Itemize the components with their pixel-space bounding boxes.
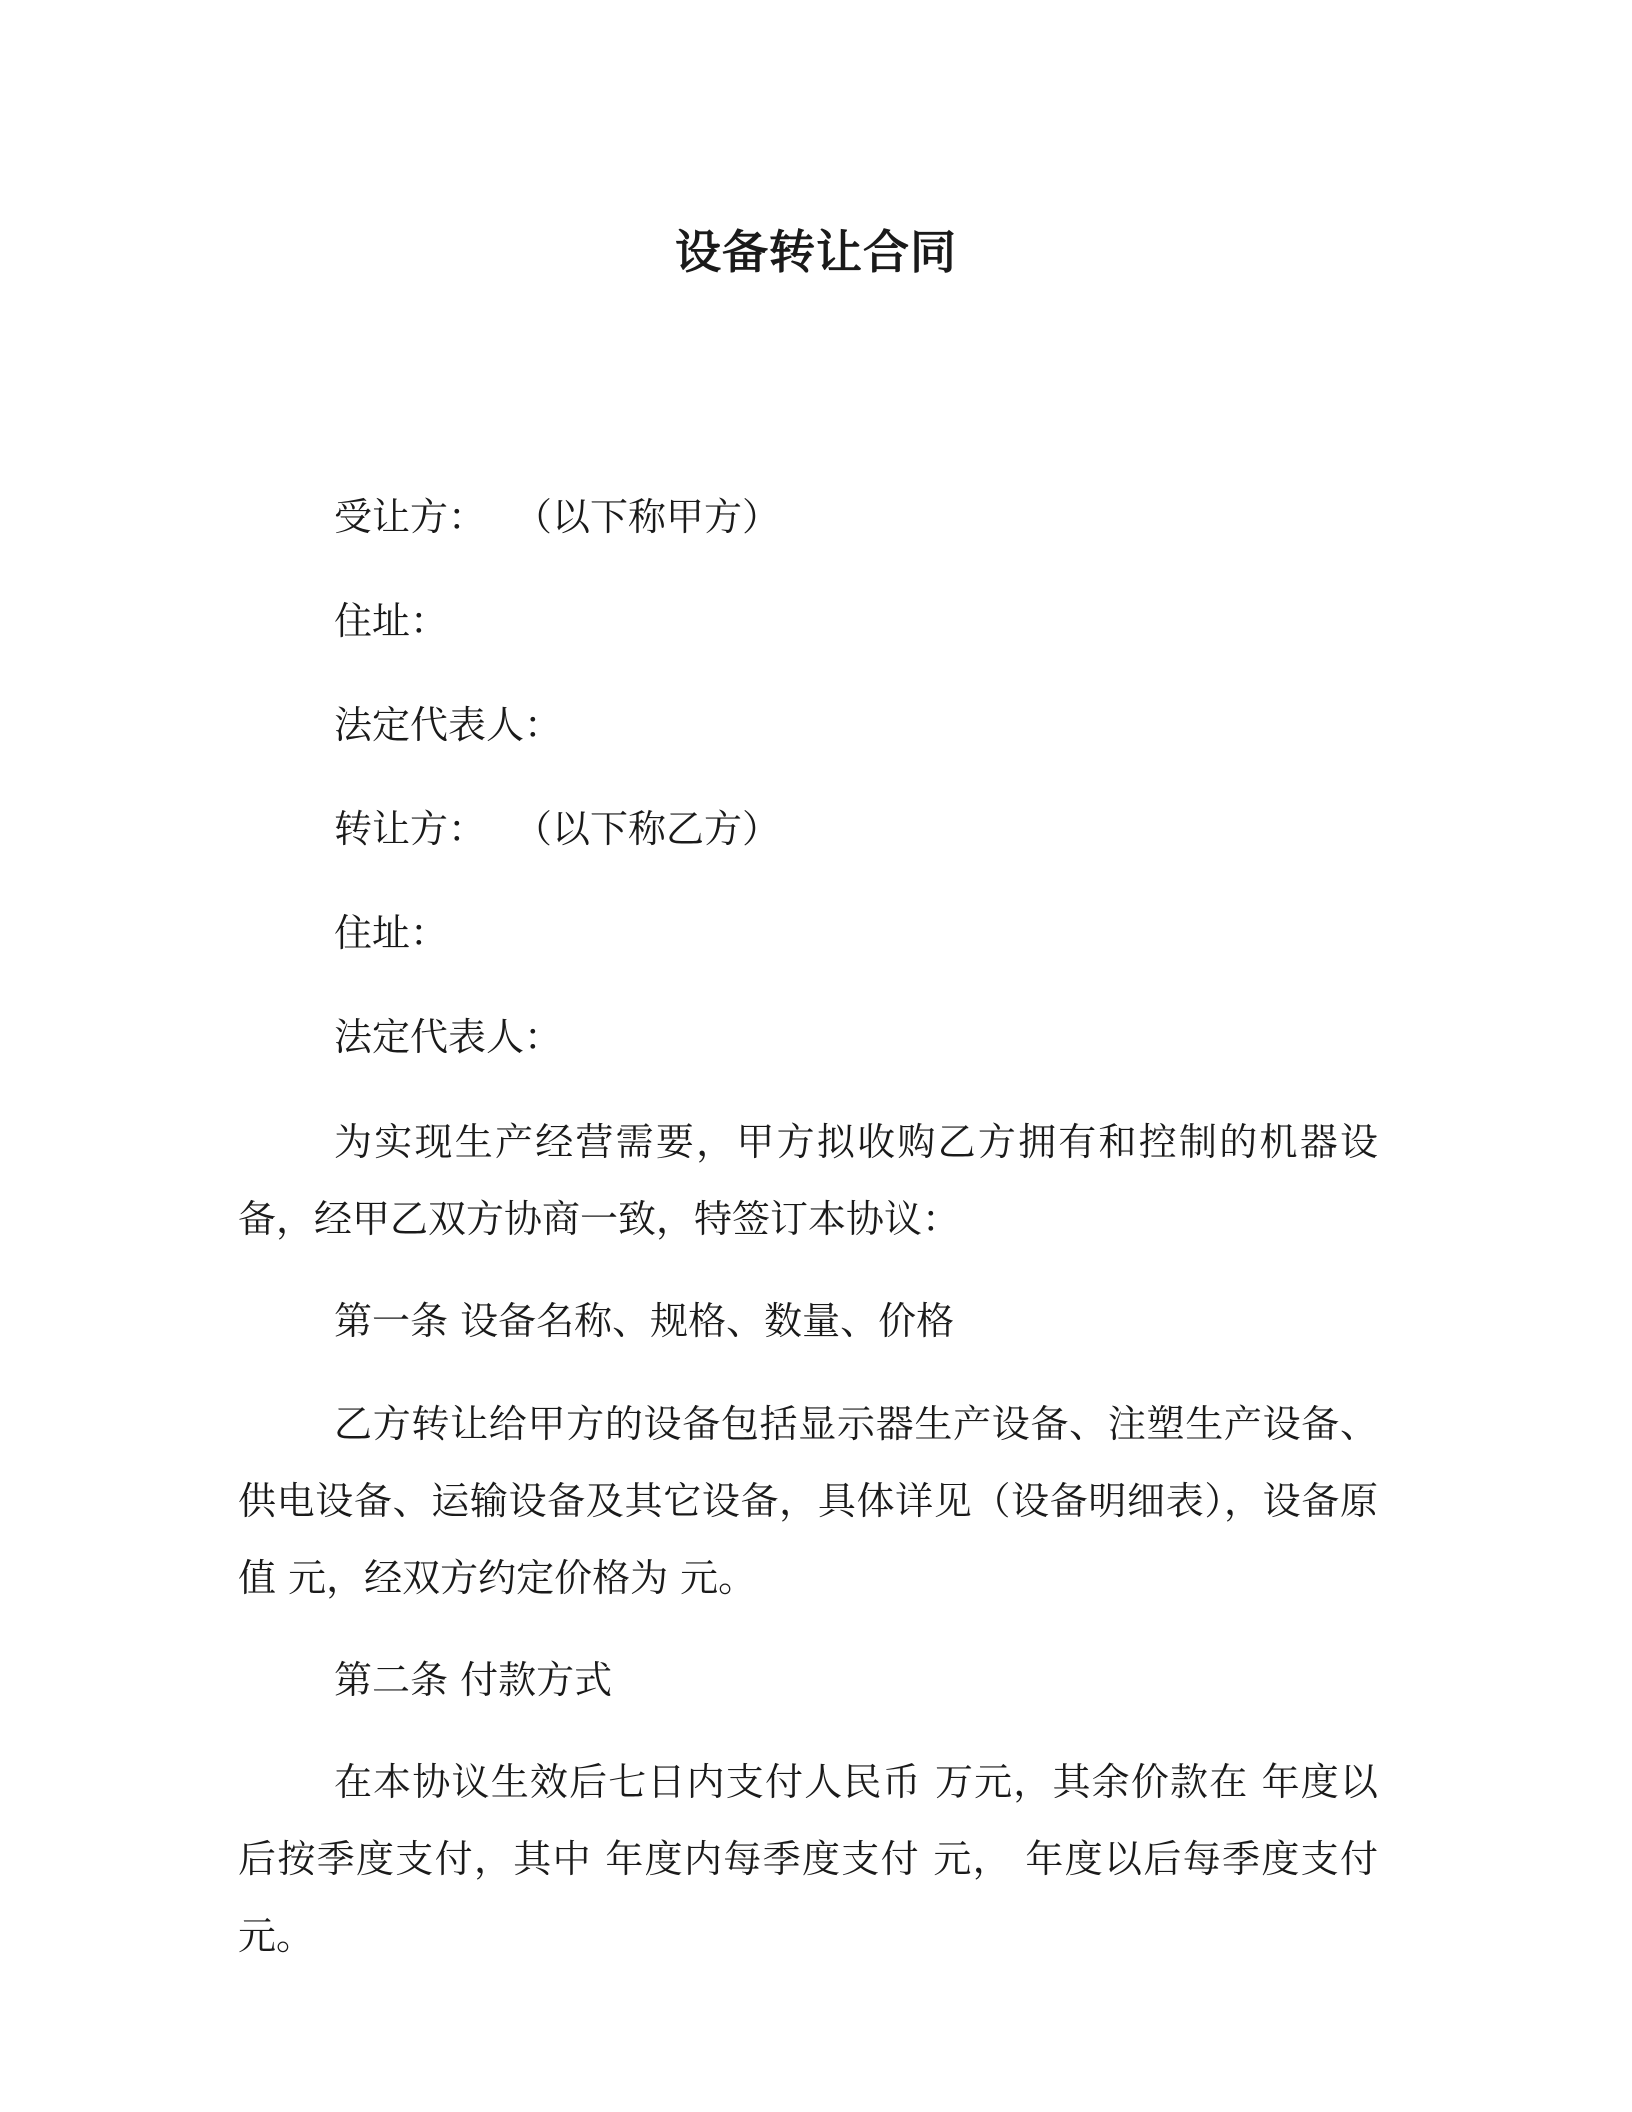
transferee-address-line — [334, 596, 448, 646]
transferor-label: 转让方： — [334, 807, 487, 851]
transferor-line — [334, 804, 780, 854]
transferor-address-line — [334, 908, 448, 958]
transferee-note: （以下称甲方） — [514, 495, 781, 539]
transferor-representative-line — [334, 1012, 562, 1062]
article1-body: 乙方转让给甲方的设备包括显示器生产设备、注塑生产设备、供电设备、运输设备及其它设备，具体详见（设备明细表），设备原值 元，经双方约定价格为 元。 — [238, 1402, 1378, 1600]
article1-heading: 第一条 设备名称、规格、数量、价格 — [334, 1299, 955, 1343]
transferee-representative-label: 法定代表人： — [334, 703, 563, 747]
transferee-label: 受让方： — [334, 495, 487, 539]
transferor-address-label: 住址： — [334, 911, 449, 955]
transferor-note: （以下称乙方） — [514, 807, 781, 851]
document-title: 设备转让合同 — [675, 225, 957, 279]
preamble-paragraph: 为实现生产经营需要，甲方拟收购乙方拥有和控制的机器设备，经甲乙双方协商一致，特签订本协议： — [238, 1120, 1378, 1241]
transferee-representative-line — [334, 700, 562, 750]
transferor-representative-label: 法定代表人： — [334, 1015, 563, 1059]
article2-heading: 第二条 付款方式 — [334, 1658, 613, 1702]
transferee-address-label: 住址： — [334, 599, 449, 643]
article2-body: 在本协议生效后七日内支付人民币 万元，其余价款在 年度以后按季度支付，其中 年度内每季度支付 元， 年度以后每季度支付 元。 — [238, 1760, 1378, 1958]
transferee-line — [334, 492, 780, 542]
